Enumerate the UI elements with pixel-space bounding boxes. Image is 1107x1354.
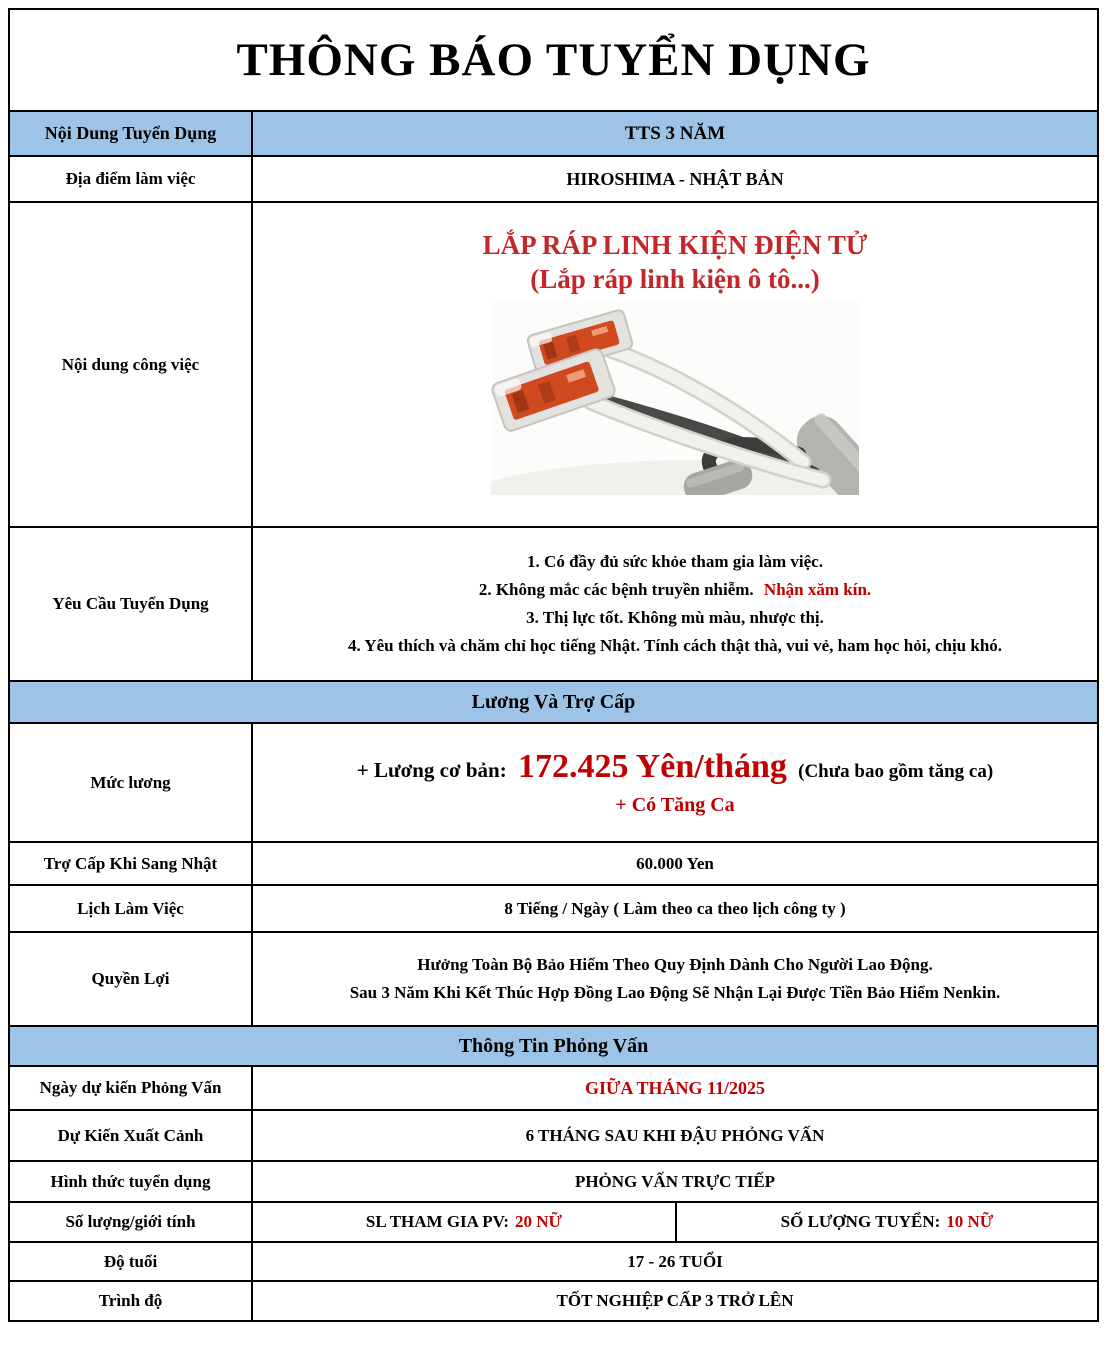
label-interview-date: Ngày dự kiến Phỏng Vấn bbox=[10, 1067, 253, 1109]
quantity-pv-label: SL THAM GIA PV: bbox=[365, 1212, 510, 1231]
value-age: 17 - 26 TUỔI bbox=[627, 1251, 723, 1271]
wire-connectors-photo bbox=[491, 302, 859, 495]
value-requirements bbox=[253, 528, 1097, 680]
requirement-line2-red: Nhận xăm kín. bbox=[763, 579, 872, 599]
row-quantity bbox=[10, 1201, 1097, 1241]
value-benefits bbox=[253, 933, 1097, 1025]
row-content-type bbox=[10, 110, 1097, 155]
benefit-line: Hưởng Toàn Bộ Bảo Hiểm Theo Quy Định Dành Cho Người Lao Động. bbox=[417, 954, 933, 974]
row-departure bbox=[10, 1109, 1097, 1160]
label-education: Trình độ bbox=[10, 1282, 253, 1320]
label-age: Độ tuổi bbox=[10, 1243, 253, 1280]
title-row bbox=[10, 10, 1097, 110]
row-education bbox=[10, 1280, 1097, 1320]
value-location: HIROSHIMA - NHẬT BẢN bbox=[566, 168, 784, 189]
value-departure: 6 THÁNG SAU KHI ĐẬU PHỎNG VẤN bbox=[525, 1125, 825, 1145]
row-age bbox=[10, 1241, 1097, 1280]
job-photo-frame bbox=[491, 302, 859, 500]
job-subheading: (Lắp ráp linh kiện ô tô...) bbox=[530, 263, 820, 294]
section-band-interview: Thông Tin Phỏng Vấn bbox=[10, 1025, 1097, 1065]
quantity-hire-value: 10 NỮ bbox=[946, 1212, 994, 1231]
quantity-pv bbox=[253, 1203, 675, 1241]
requirement-line: 1. Có đầy đủ sức khỏe tham gia làm việc. bbox=[527, 551, 823, 571]
value-quantity bbox=[253, 1203, 1097, 1241]
label-quantity: Số lượng/giới tính bbox=[10, 1203, 253, 1241]
section-band-salary: Lương Và Trợ Cấp bbox=[10, 680, 1097, 722]
salary-amount: 172.425 Yên/tháng bbox=[517, 748, 787, 785]
label-content-type: Nội Dung Tuyển Dụng bbox=[10, 112, 253, 155]
label-job-content: Nội dung công việc bbox=[10, 203, 253, 526]
label-benefits: Quyền Lợi bbox=[10, 933, 253, 1025]
row-benefits bbox=[10, 931, 1097, 1025]
label-departure: Dự Kiến Xuất Cảnh bbox=[10, 1111, 253, 1160]
row-salary bbox=[10, 722, 1097, 841]
label-requirements: Yêu Cầu Tuyển Dụng bbox=[10, 528, 253, 680]
label-schedule: Lịch Làm Việc bbox=[10, 886, 253, 931]
row-allowance bbox=[10, 841, 1097, 884]
row-schedule bbox=[10, 884, 1097, 931]
value-content-type: TTS 3 NĂM bbox=[253, 112, 1097, 155]
salary-prefix: + Lương cơ bản: bbox=[356, 758, 507, 782]
page-title: THÔNG BÁO TUYỂN DỤNG bbox=[236, 34, 871, 86]
quantity-pv-value: 20 NỮ bbox=[515, 1212, 563, 1231]
label-allowance: Trợ Cấp Khi Sang Nhật bbox=[10, 843, 253, 884]
salary-note: (Chưa bao gồm tăng ca) bbox=[798, 761, 994, 782]
value-allowance: 60.000 Yen bbox=[636, 853, 714, 873]
row-job-content bbox=[10, 201, 1097, 526]
notice-table bbox=[8, 8, 1099, 1322]
value-schedule: 8 Tiếng / Ngày ( Làm theo ca theo lịch công ty ) bbox=[504, 898, 846, 918]
value-interview-date: GIỮA THÁNG 11/2025 bbox=[584, 1077, 766, 1098]
row-interview-date bbox=[10, 1065, 1097, 1109]
requirement-line bbox=[479, 576, 871, 604]
row-requirements bbox=[10, 526, 1097, 680]
label-interview-format: Hình thức tuyển dụng bbox=[10, 1162, 253, 1201]
value-job-content bbox=[253, 203, 1097, 526]
requirement-line: 3. Thị lực tốt. Không mù màu, nhược thị. bbox=[526, 608, 824, 627]
row-location bbox=[10, 155, 1097, 201]
label-salary: Mức lương bbox=[10, 724, 253, 841]
value-salary bbox=[253, 724, 1097, 841]
salary-line1 bbox=[357, 748, 993, 786]
salary-overtime: + Có Tăng Ca bbox=[615, 794, 735, 816]
row-interview-format bbox=[10, 1160, 1097, 1201]
job-heading: LẮP RÁP LINH KIỆN ĐIỆN TỬ bbox=[482, 229, 868, 260]
quantity-hire bbox=[675, 1203, 1097, 1241]
requirement-line: 4. Yêu thích và chăm chỉ học tiếng Nhật. Tính cách thật thà, vui vẻ, ham học hỏi, chịu khó. bbox=[347, 636, 1003, 656]
value-interview-format: PHỎNG VẤN TRỰC TIẾP bbox=[574, 1171, 776, 1191]
value-education: TỐT NGHIỆP CẤP 3 TRỞ LÊN bbox=[556, 1291, 794, 1310]
requirement-line2-black: 2. Không mắc các bệnh truyền nhiễm. bbox=[478, 579, 754, 599]
benefit-line: Sau 3 Năm Khi Kết Thúc Hợp Đồng Lao Động Sẽ Nhận Lại Được Tiền Bảo Hiểm Nenkin. bbox=[349, 983, 1001, 1002]
quantity-hire-label: SỐ LƯỢNG TUYỂN: bbox=[780, 1212, 941, 1231]
label-location: Địa điểm làm việc bbox=[10, 157, 253, 201]
